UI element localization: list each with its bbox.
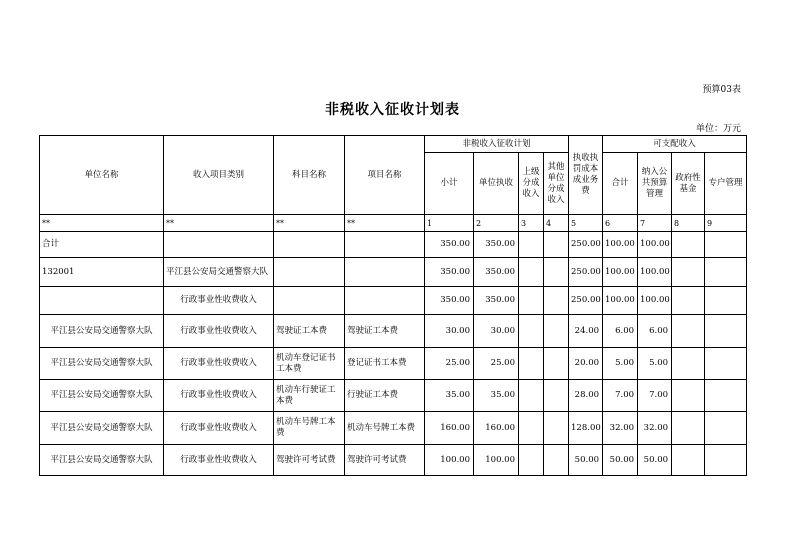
cell-total: 100.00 [603, 232, 638, 258]
cell-collection-cost: 250.00 [569, 258, 603, 287]
table-row [40, 232, 747, 258]
cell-unit-name: 平江县公安局交通警察大队 [40, 412, 164, 445]
cell-income-category: 行政事业性收费收入 [164, 445, 274, 476]
table-row [40, 315, 747, 348]
index-cell: ** [345, 215, 425, 232]
table-row [40, 380, 747, 412]
cell-unit-name [40, 287, 164, 315]
cell-subject-name: 驾驶证工本费 [274, 315, 345, 348]
cell-collection-cost: 128.00 [569, 412, 603, 445]
cell-superior-share [519, 380, 544, 412]
cell-unit-collect: 100.00 [474, 445, 519, 476]
cell-collection-cost: 20.00 [569, 348, 603, 380]
index-cell: 7 [638, 215, 672, 232]
index-cell: 3 [519, 215, 544, 232]
cell-budget-managed: 32.00 [638, 412, 672, 445]
cell-subject-name [274, 287, 345, 315]
cell-gov-fund [672, 348, 705, 380]
cell-subject-name: 驾驶许可考试费 [274, 445, 345, 476]
cell-unit-collect: 25.00 [474, 348, 519, 380]
cell-income-category: 行政事业性收费收入 [164, 380, 274, 412]
index-cell: 9 [705, 215, 747, 232]
cell-special-managed [705, 380, 747, 412]
cell-item-name [345, 287, 425, 315]
cell-gov-fund [672, 380, 705, 412]
cell-other-share [544, 380, 569, 412]
cell-gov-fund [672, 258, 705, 287]
table-row [40, 412, 747, 445]
cell-budget-managed: 6.00 [638, 315, 672, 348]
cell-income-category: 行政事业性收费收入 [164, 287, 274, 315]
cell-unit-collect: 350.00 [474, 258, 519, 287]
cell-item-name: 驾驶许可考试费 [345, 445, 425, 476]
cell-special-managed [705, 232, 747, 258]
index-cell: ** [274, 215, 345, 232]
header-total: 合计 [603, 153, 638, 215]
cell-subtotal: 100.00 [425, 445, 474, 476]
index-cell: 4 [544, 215, 569, 232]
cell-budget-managed: 100.00 [638, 232, 672, 258]
cell-item-name: 驾驶证工本费 [345, 315, 425, 348]
cell-special-managed [705, 315, 747, 348]
index-cell: 6 [603, 215, 638, 232]
cell-item-name [345, 232, 425, 258]
currency-unit: 单位：万元 [695, 124, 741, 134]
cell-item-name: 行驶证工本费 [345, 380, 425, 412]
cell-subject-name: 机动车行驶证工本费 [274, 380, 345, 412]
cell-other-share [544, 287, 569, 315]
cell-collection-cost: 50.00 [569, 445, 603, 476]
cell-superior-share [519, 232, 544, 258]
cell-unit-name: 平江县公安局交通警察大队 [40, 380, 164, 412]
cell-income-category: 行政事业性收费收入 [164, 348, 274, 380]
cell-superior-share [519, 445, 544, 476]
cell-superior-share [519, 348, 544, 380]
cell-budget-managed: 100.00 [638, 287, 672, 315]
cell-other-share [544, 445, 569, 476]
cell-subtotal: 350.00 [425, 232, 474, 258]
header-budget-managed: 纳入公共预算管理 [638, 153, 672, 215]
cell-item-name: 机动车号牌工本费 [345, 412, 425, 445]
cell-superior-share [519, 412, 544, 445]
header-other-share: 其他单位分成收入 [544, 153, 569, 215]
index-cell: 8 [672, 215, 705, 232]
cell-gov-fund [672, 315, 705, 348]
index-cell: 5 [569, 215, 603, 232]
index-row [40, 215, 747, 232]
cell-collection-cost: 28.00 [569, 380, 603, 412]
cell-budget-managed: 50.00 [638, 445, 672, 476]
index-cell: ** [164, 215, 274, 232]
cell-unit-name: 平江县公安局交通警察大队 [40, 445, 164, 476]
cell-gov-fund [672, 412, 705, 445]
cell-subtotal: 350.00 [425, 287, 474, 315]
index-cell: 2 [474, 215, 519, 232]
cell-subtotal: 350.00 [425, 258, 474, 287]
cell-unit-name: 合计 [40, 232, 164, 258]
table-row [40, 445, 747, 476]
cell-total: 6.00 [603, 315, 638, 348]
cell-subtotal: 35.00 [425, 380, 474, 412]
header-plan-group: 非税收入征收计划 [425, 136, 569, 153]
cell-unit-name: 平江县公安局交通警察大队 [40, 315, 164, 348]
cell-gov-fund [672, 287, 705, 315]
page-title: 非税收入征收计划表 [325, 102, 460, 118]
cell-total: 50.00 [603, 445, 638, 476]
cell-subject-name: 机动车登记证书工本费 [274, 348, 345, 380]
table-row [40, 348, 747, 380]
cell-income-category [164, 232, 274, 258]
cell-income-category: 行政事业性收费收入 [164, 315, 274, 348]
header-superior-share: 上级分成收入 [519, 153, 544, 215]
cell-special-managed [705, 287, 747, 315]
cell-collection-cost: 250.00 [569, 287, 603, 315]
cell-unit-name: 132001 [40, 258, 164, 287]
cell-unit-collect: 350.00 [474, 232, 519, 258]
table-row [40, 287, 747, 315]
header-unit-collect: 单位执收 [474, 153, 519, 215]
cell-subtotal: 30.00 [425, 315, 474, 348]
cell-superior-share [519, 287, 544, 315]
cell-special-managed [705, 412, 747, 445]
cell-superior-share [519, 315, 544, 348]
header-unit-name: 单位名称 [40, 136, 164, 215]
header-subtotal: 小计 [425, 153, 474, 215]
index-cell: 1 [425, 215, 474, 232]
cell-collection-cost: 250.00 [569, 232, 603, 258]
cell-income-category: 行政事业性收费收入 [164, 412, 274, 445]
cell-other-share [544, 315, 569, 348]
cell-item-name: 登记证书工本费 [345, 348, 425, 380]
cell-unit-collect: 160.00 [474, 412, 519, 445]
header-gov-fund: 政府性基金 [672, 153, 705, 215]
cell-total: 100.00 [603, 258, 638, 287]
cell-unit-collect: 35.00 [474, 380, 519, 412]
cell-unit-collect: 30.00 [474, 315, 519, 348]
cell-total: 7.00 [603, 380, 638, 412]
cell-subject-name [274, 258, 345, 287]
cell-total: 5.00 [603, 348, 638, 380]
cell-gov-fund [672, 445, 705, 476]
header-disposable-group: 可支配收入 [603, 136, 747, 153]
cell-collection-cost: 24.00 [569, 315, 603, 348]
cell-total: 100.00 [603, 287, 638, 315]
cell-gov-fund [672, 232, 705, 258]
header-income-category: 收入项目类别 [164, 136, 274, 215]
cell-other-share [544, 258, 569, 287]
non-tax-revenue-table [39, 135, 747, 476]
table-row [40, 258, 747, 287]
header-subject-name: 科目名称 [274, 136, 345, 215]
cell-subtotal: 25.00 [425, 348, 474, 380]
cell-budget-managed: 100.00 [638, 258, 672, 287]
cell-item-name [345, 258, 425, 287]
cell-special-managed [705, 445, 747, 476]
cell-unit-collect: 350.00 [474, 287, 519, 315]
cell-other-share [544, 412, 569, 445]
cell-unit-name: 平江县公安局交通警察大队 [40, 348, 164, 380]
cell-total: 32.00 [603, 412, 638, 445]
cell-subject-name: 机动车号牌工本费 [274, 412, 345, 445]
cell-subtotal: 160.00 [425, 412, 474, 445]
cell-budget-managed: 7.00 [638, 380, 672, 412]
cell-other-share [544, 232, 569, 258]
cell-superior-share [519, 258, 544, 287]
cell-subject-name [274, 232, 345, 258]
form-number: 预算03表 [702, 85, 741, 95]
header-collection-cost: 执收执罚成本成业务费 [569, 136, 603, 215]
header-item-name: 项目名称 [345, 136, 425, 215]
cell-income-category: 平江县公安局交通警察大队 [164, 258, 274, 287]
cell-special-managed [705, 258, 747, 287]
index-cell: ** [40, 215, 164, 232]
header-special-managed: 专户管理 [705, 153, 747, 215]
cell-other-share [544, 348, 569, 380]
cell-budget-managed: 5.00 [638, 348, 672, 380]
cell-special-managed [705, 348, 747, 380]
